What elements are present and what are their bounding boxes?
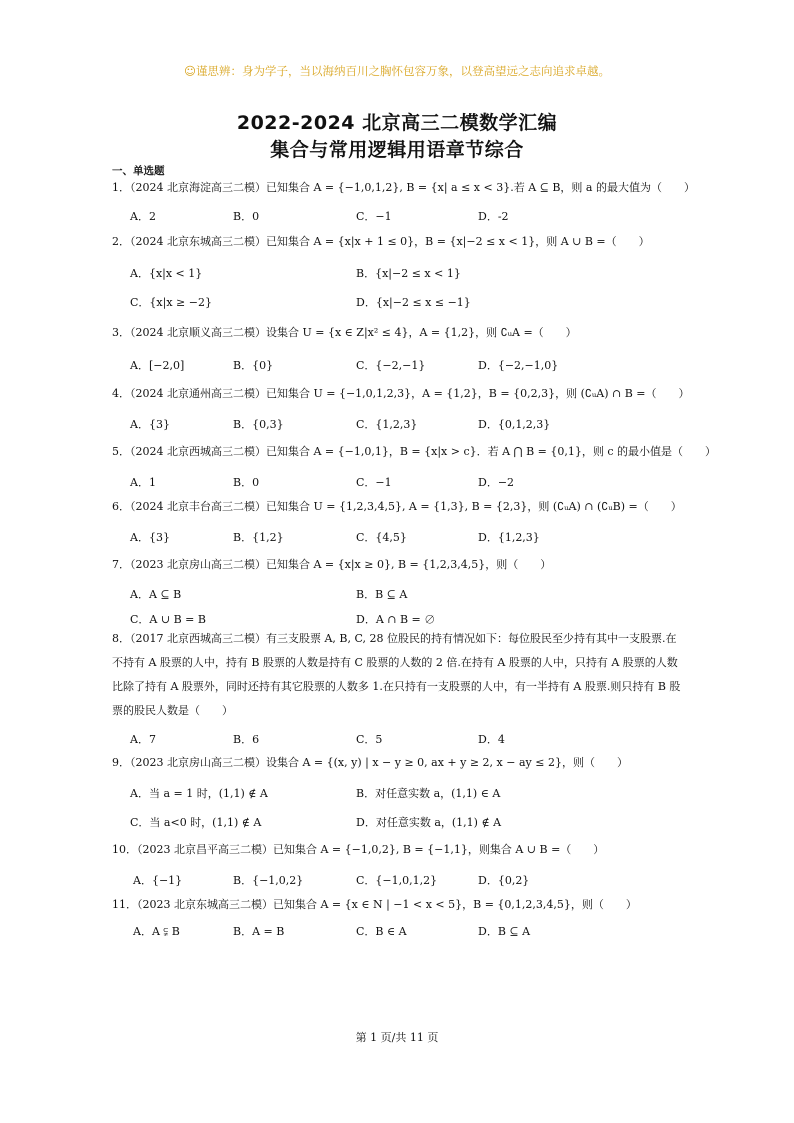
q10-option-b: B．{−1,0,2} [233,874,304,887]
q10-option-a: A．{−1} [133,874,183,887]
q11-option-c: C．B ∈ A [356,925,407,938]
q7-option-c: C．A ∪ B = B [130,613,206,626]
q3-option-a: A．[−2,0] [130,359,185,372]
question-8: 8．（2017 北京西城高三二模）有三支股票 A, B, C, 28 位股民的持有情况如下：每位股民至少持有其中一支股票.在不持有 A 股票的人中，持有 B 股票的人数是持有 C 股票的人数的 2 倍.在持有 A 股票的人中，只持有 A 股票的人数比除了持有 A 股票外，同时还持有其它股票的人数多 1.在只持有一支股票的人中，有一半持有 A 股票.则只持有 B 股票的股民人数是（ ） [112,632,681,717]
q2-option-c: C．{x|x ≥ −2} [130,296,212,309]
q4-option-c: C．{1,2,3} [356,418,418,431]
q8-option-d: D．4 [478,733,505,746]
q5-option-b: B．0 [233,476,260,489]
question-9: 9．（2023 北京房山高三二模）设集合 A = {(x, y) | x − y ≥ 0, ax + y ≥ 2, x − ay ≤ 2}，则（ ） [112,756,628,769]
q9-option-a: A．当 a = 1 时，(1,1) ∉ A [130,787,268,800]
q11-option-d: D．B ⊆ A [478,925,531,938]
q5-option-c: C．−1 [356,476,392,489]
q6-option-a: A．{3} [130,531,170,544]
q3-option-d: D．{−2,−1,0} [478,359,559,372]
q9-option-b: B．对任意实数 a，(1,1) ∈ A [356,787,501,800]
q4-option-b: B．{0,3} [233,418,284,431]
q2-option-b: B．{x|−2 ≤ x < 1} [356,267,461,280]
q4-option-a: A．{3} [130,418,170,431]
q11-option-a: A．A ⫋ B [133,925,180,938]
q6-option-b: B．{1,2} [233,531,284,544]
q8-option-b: B．6 [233,733,260,746]
q9-option-d: D．对任意实数 a，(1,1) ∉ A [356,816,502,829]
q5-option-a: A．1 [130,476,156,489]
q1-option-a: A．2 [130,210,156,223]
q9-option-c: C．当 a<0 时，(1,1) ∉ A [130,816,262,829]
q2-option-a: A．{x|x < 1} [130,267,203,280]
q6-option-d: D．{1,2,3} [478,531,540,544]
q10-option-c: C．{−1,0,1,2} [356,874,438,887]
page-subtitle: 集合与常用逻辑用语章节综合 [270,139,524,161]
q2-option-d: D．{x|−2 ≤ x ≤ −1} [356,296,471,309]
question-2: 2．（2024 北京东城高三二模）已知集合 A = {x|x + 1 ≤ 0}，B = {x|−2 ≤ x < 1}，则 A ∪ B =（ ） [112,235,650,248]
q3-option-c: C．{−2,−1} [356,359,426,372]
q7-option-d: D．A ∩ B = ∅ [356,613,436,626]
q8-option-c: C．5 [356,733,383,746]
q3-option-b: B．{0} [233,359,274,372]
page-title: 2022-2024 北京高三二模数学汇编 [236,112,558,134]
q10-option-d: D．{0,2} [478,874,530,887]
section-heading: 一、单选题 [112,165,165,177]
question-5: 5．（2024 北京西城高三二模）已知集合 A = {−1,0,1}，B = {x|x > c}．若 A ⋂ B = {0,1}，则 c 的最小值是（ ） [112,445,717,458]
motto-banner: ☺谨思辨：身为学子，当以海纳百川之胸怀包容万象，以登高望远之志向追求卓越。 [184,64,610,78]
q1-option-c: C．−1 [356,210,392,223]
question-7: 7．（2023 北京房山高三二模）已知集合 A = {x|x ≥ 0}, B = {1,2,3,4,5}，则（ ） [112,558,552,571]
question-4: 4．（2024 北京通州高三二模）已知集合 U = {−1,0,1,2,3}，A = {1,2}，B = {0,2,3}，则 (∁ᵤA) ∩ B =（ ） [112,387,690,400]
q11-option-b: B．A = B [233,925,285,938]
q6-option-c: C．{4,5} [356,531,407,544]
question-3: 3．（2024 北京顺义高三二模）设集合 U = {x ∈ Z|x² ≤ 4}，A = {1,2}，则 ∁ᵤA =（ ） [112,326,577,339]
question-6: 6．（2024 北京丰台高三二模）已知集合 U = {1,2,3,4,5}, A = {1,3}, B = {2,3}，则 (∁ᵤA) ∩ (∁ᵤB) =（ ） [112,500,682,513]
question-11: 11．（2023 北京东城高三二模）已知集合 A = {x ∈ N | −1 < x < 5}，B = {0,1,2,3,4,5}，则（ ） [112,898,637,911]
q1-option-b: B．0 [233,210,260,223]
question-10: 10．（2023 北京昌平高三二模）已知集合 A = {−1,0,2}, B = {−1,1}，则集合 A ∪ B =（ ） [112,843,605,856]
q4-option-d: D．{0,1,2,3} [478,418,551,431]
q7-option-b: B．B ⊆ A [356,588,408,601]
q5-option-d: D．−2 [478,476,515,489]
question-1: 1．（2024 北京海淀高三二模）已知集合 A = {−1,0,1,2}, B = {x| a ≤ x < 3}.若 A ⊆ B，则 a 的最大值为（ ） [112,181,695,194]
q1-option-d: D．-2 [478,210,509,223]
q7-option-a: A．A ⊆ B [130,588,182,601]
q8-option-a: A．7 [130,733,156,746]
page-footer: 第 1 页/共 11 页 [355,1031,439,1044]
